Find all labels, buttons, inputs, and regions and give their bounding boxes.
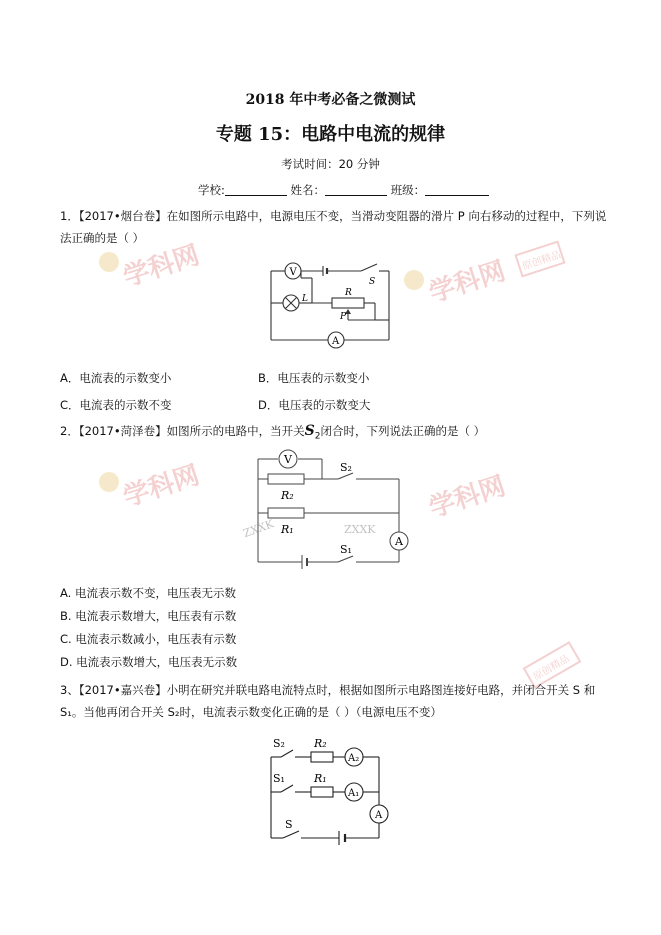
question-1-option-b: B．电压表的示数变小: [258, 371, 370, 385]
diagram-label-resistor: R: [345, 288, 352, 298]
name-label: 姓名：: [290, 183, 326, 197]
question-2-option-c: C. 电流表示数减小，电压表有示数: [60, 632, 237, 646]
question-2-option-d: D. 电流表示数增大，电压表无示数: [60, 655, 238, 669]
question-text: 如图所示的电路中，当开关: [166, 424, 305, 438]
class-label: 班级：: [390, 183, 426, 197]
question-number: 1．: [60, 209, 79, 223]
meter-label: A₂: [348, 753, 360, 764]
meter-label: A₁: [348, 788, 360, 799]
question-text: S₁。当他再闭合开关 S₂时，电流表示数变化正确的是（ ）（电源电压不变）: [60, 705, 442, 719]
diagram-label-slider: P: [340, 312, 347, 322]
watermark-tag: 原创精品: [521, 249, 563, 273]
switch-symbol: S: [304, 423, 315, 439]
page-subtitle: 专题 15：电路中电流的规律: [215, 124, 446, 145]
exam-time: 考试时间：20 分钟: [281, 157, 380, 171]
question-source: 【2017•嘉兴卷】: [78, 683, 167, 697]
name-field[interactable]: [325, 183, 387, 196]
switch-subscript: 2: [314, 431, 321, 442]
question-text: 闭合时，下列说法正确的是（ ）: [320, 424, 486, 438]
circuit-diagram-1: [265, 258, 400, 353]
question-2-stem: [60, 420, 485, 447]
watermark-brand: 学科网: [425, 256, 510, 309]
question-source: 【2017•烟台卷】: [78, 209, 167, 223]
school-field[interactable]: [225, 183, 287, 196]
question-1-option-a: A．电流表的示数变小: [60, 371, 172, 385]
diagram-label-lamp: L: [302, 294, 308, 304]
ammeter-icon: [328, 332, 344, 348]
question-text: 小明在研究并联电路电流特点时，根据如图所示电路图连接好电路，并闭合开关 S 和: [166, 683, 596, 697]
diagram-watermark: ZXXK: [241, 517, 276, 541]
question-number: 2．: [60, 424, 79, 438]
meter-label: A: [332, 336, 340, 347]
school-label: 学校:: [198, 183, 225, 197]
page-title: 2018 年中考必备之微测试: [245, 92, 416, 108]
voltmeter-icon: [285, 263, 301, 279]
meter-label: V: [284, 453, 292, 466]
question-2-option-a: A. 电流表示数不变，电压表无示数: [60, 586, 236, 600]
ammeter-icon: [345, 783, 363, 801]
question-2-option-b: B. 电流表示数增大，电压表有示数: [60, 609, 237, 623]
watermark-brand: 学科网: [119, 460, 204, 513]
watermark-left-2: [95, 460, 245, 519]
meter-label: V: [289, 267, 297, 278]
watermark-right-1: [400, 240, 570, 314]
question-3-stem: [60, 679, 595, 723]
class-field[interactable]: [425, 183, 489, 196]
circuit-diagram-3: [265, 735, 400, 850]
question-source: 【2017•菏泽卷】: [78, 424, 167, 438]
watermark-brand: 学科网: [425, 471, 510, 524]
question-text: 法正确的是（ ）: [60, 231, 145, 245]
meter-label: A: [395, 535, 403, 548]
diagram-label-r1: R₁: [314, 772, 327, 785]
question-1-stem: [60, 205, 606, 249]
diagram-label-r2: R₂: [314, 737, 327, 750]
lamp-icon: [283, 295, 299, 311]
question-1-option-d: D．电压表的示数变大: [258, 398, 371, 412]
watermark-tag: 原创精品: [531, 653, 572, 683]
diagram-watermark: ZXXK: [344, 523, 376, 536]
diagram-label-r1: R₁: [281, 523, 294, 536]
circuit-diagram-2: [236, 447, 416, 577]
diagram-label-s2: S₂: [340, 461, 352, 474]
ammeter-icon: [390, 532, 408, 550]
ammeter-icon: [345, 748, 363, 766]
question-number: 3、: [60, 683, 79, 697]
ammeter-icon: [370, 805, 388, 823]
diagram-label-s1: S₁: [340, 543, 352, 556]
diagram-label-switch: S: [369, 277, 376, 287]
watermark-brand: 学科网: [119, 240, 204, 293]
diagram-label-s1: S₁: [273, 772, 285, 785]
diagram-label-s2: S₂: [273, 737, 285, 750]
diagram-label-s: S: [285, 818, 293, 831]
student-info-line: [198, 182, 489, 198]
voltmeter-icon: [279, 450, 297, 468]
meter-label: A: [375, 810, 383, 821]
watermark-right-2: [400, 455, 570, 529]
question-1-option-c: C．电流表的示数不变: [60, 398, 172, 412]
question-text: 在如图所示电路中，电源电压不变，当滑动变阻器的滑片 P 向右移动的过程中，下列说: [166, 209, 607, 223]
diagram-label-r2: R₂: [281, 489, 294, 502]
